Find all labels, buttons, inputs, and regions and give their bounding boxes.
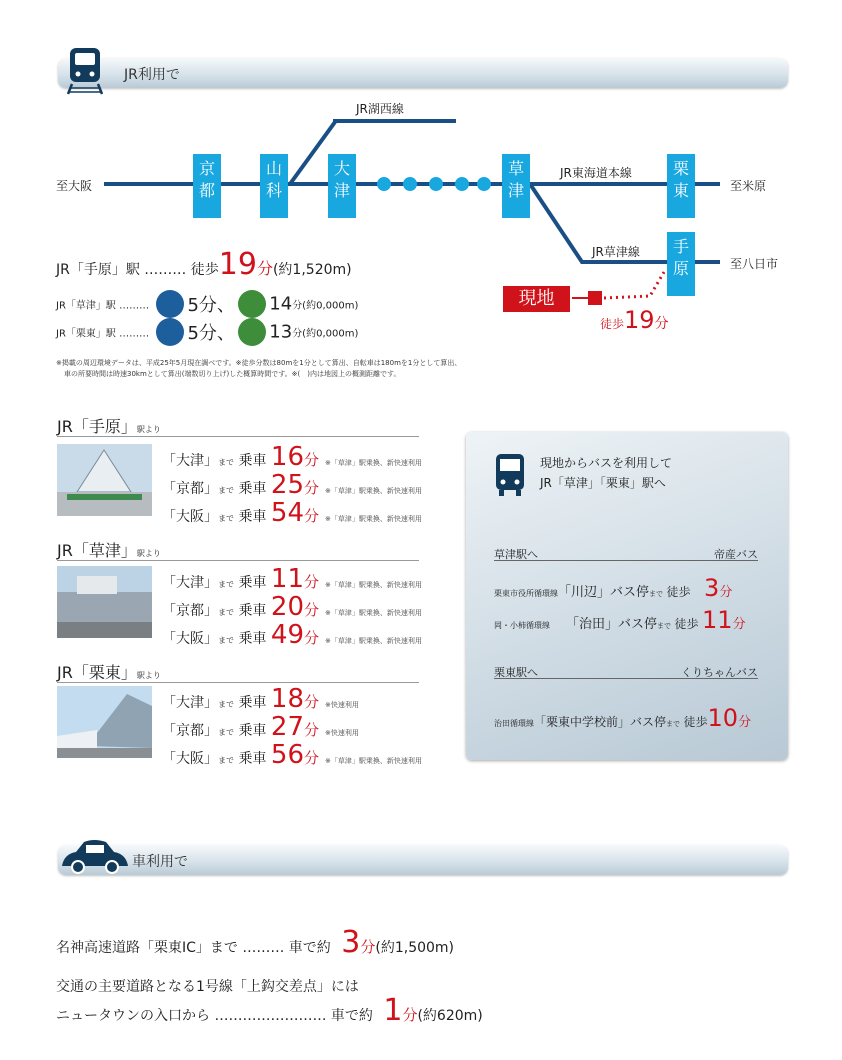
tehara-station-photo xyxy=(57,444,152,516)
station-tehara: 手 原 xyxy=(667,232,695,296)
bus-title-1: 現地からバスを利用して xyxy=(540,456,673,470)
kusatsu-station-photo xyxy=(57,566,152,638)
station-otsu: 大 津 xyxy=(328,154,356,218)
ritto-station-photo xyxy=(57,686,152,758)
section-tehara-heading: JR「手原」駅より xyxy=(57,417,161,436)
bus-company-kurichan: くりちゃんバス xyxy=(681,666,758,679)
tehara-walk-row: JR「手原」駅 ……… 徒歩19分(約1,520m) xyxy=(56,247,352,282)
bicycle-icon xyxy=(238,290,266,318)
divider xyxy=(57,682,419,683)
bus-company-teisan: 帝産バス xyxy=(714,548,758,561)
bus-row-kawabe: 栗東市役所循環線「川辺」バス停まで 徒歩 3分 xyxy=(494,574,733,602)
route-row: 「京都」まで 乗車 25分 ※「草津」駅乗換、新快速利用 xyxy=(162,470,422,500)
car-icon xyxy=(156,318,184,346)
line-tokaido-label: JR東海道本線 xyxy=(560,166,632,180)
to-osaka-label: 至大阪 xyxy=(56,179,93,193)
bus-title-2: JR「草津」「栗東」駅へ xyxy=(540,476,666,490)
divider xyxy=(494,560,758,561)
route-row: 「大阪」まで 乗車 54分 ※「草津」駅乗換、新快速利用 xyxy=(162,498,422,528)
route-row: 「大阪」まで 乗車 56分 ※「草津」駅乗換、新快速利用 xyxy=(162,740,422,770)
ic-access-row: 名神高速道路「栗東IC」まで ……… 車で約 3分(約1,500m) xyxy=(56,925,455,960)
route-row: 「京都」まで 乗車 20分 ※「草津」駅乗換、新快速利用 xyxy=(162,592,422,622)
to-yokaichi-label: 至八日市 xyxy=(730,257,779,271)
station-yamashina: 山 科 xyxy=(260,154,288,218)
car-icon xyxy=(58,836,130,876)
station-kusatsu: 草 津 xyxy=(502,154,530,218)
route-map xyxy=(0,0,842,340)
bus-row-ritto-jhs: 治田循環線「栗東中学校前」バス停まで 徒歩10分 xyxy=(494,704,752,732)
station-ritto: 栗 東 xyxy=(667,154,695,218)
bicycle-icon xyxy=(238,318,266,346)
route-row: 「京都」まで 乗車 27分 ※快速利用 xyxy=(162,712,359,742)
road-access-line-1: 交通の主要道路となる1号線「上鈎交差点」には xyxy=(56,979,359,995)
car-section-title: 車利用で xyxy=(132,854,188,870)
to-maibara-label: 至米原 xyxy=(730,179,767,193)
jr-section-title: JR利用で xyxy=(124,67,180,83)
route-row: 「大津」まで 乗車 16分 ※「草津」駅乗換、新快速利用 xyxy=(162,442,422,472)
map-walk-time: 徒歩19分 xyxy=(600,306,669,334)
route-row: 「大津」まで 乗車 11分 ※「草津」駅乗換、新快速利用 xyxy=(162,564,422,594)
line-kosei-label: JR湖西線 xyxy=(356,102,404,116)
car-icon xyxy=(156,290,184,318)
bus-icon xyxy=(494,452,526,498)
divider xyxy=(57,436,419,437)
station-kyoto: 京 都 xyxy=(193,154,221,218)
route-row: 「大阪」まで 乗車 49分 ※「草津」駅乗換、新快速利用 xyxy=(162,620,422,650)
kusatsu-access-row: JR「草津」駅 ……… 5分、 14分(約0,000m) xyxy=(56,290,358,318)
road-access-line-2: ニュータウンの入口から …………………… 車で約 1分(約620m) xyxy=(56,993,483,1028)
genchi-label: 現地 xyxy=(503,286,570,312)
section-kusatsu-heading: JR「草津」駅より xyxy=(57,541,161,560)
line-kusatsu-label: JR草津線 xyxy=(592,245,640,259)
footnote: ※掲載の周辺環境データは、平成25年5月現在調べです。※徒歩分数は80mを1分として算出、自転車は180mを1分として算出、 車の所要時間は時速30kmとして算出(端数切り上げ)した概算時間です。※( )内は地図上の概測距離です。 xyxy=(56,359,462,378)
bus-group-kusatsu: 草津駅へ xyxy=(494,548,538,561)
divider xyxy=(494,678,758,679)
bus-row-harita: 岡・小柿循環線 「治田」バス停まで 徒歩 11分 xyxy=(494,606,746,634)
divider xyxy=(57,560,419,561)
section-ritto-heading: JR「栗東」駅より xyxy=(57,663,161,682)
ritto-access-row: JR「栗東」駅 ……… 5分、 13分(約0,000m) xyxy=(56,318,358,346)
bus-group-ritto: 栗東駅へ xyxy=(494,666,538,679)
route-row: 「大津」まで 乗車 18分 ※快速利用 xyxy=(162,684,359,714)
bus-info-box xyxy=(466,432,788,760)
